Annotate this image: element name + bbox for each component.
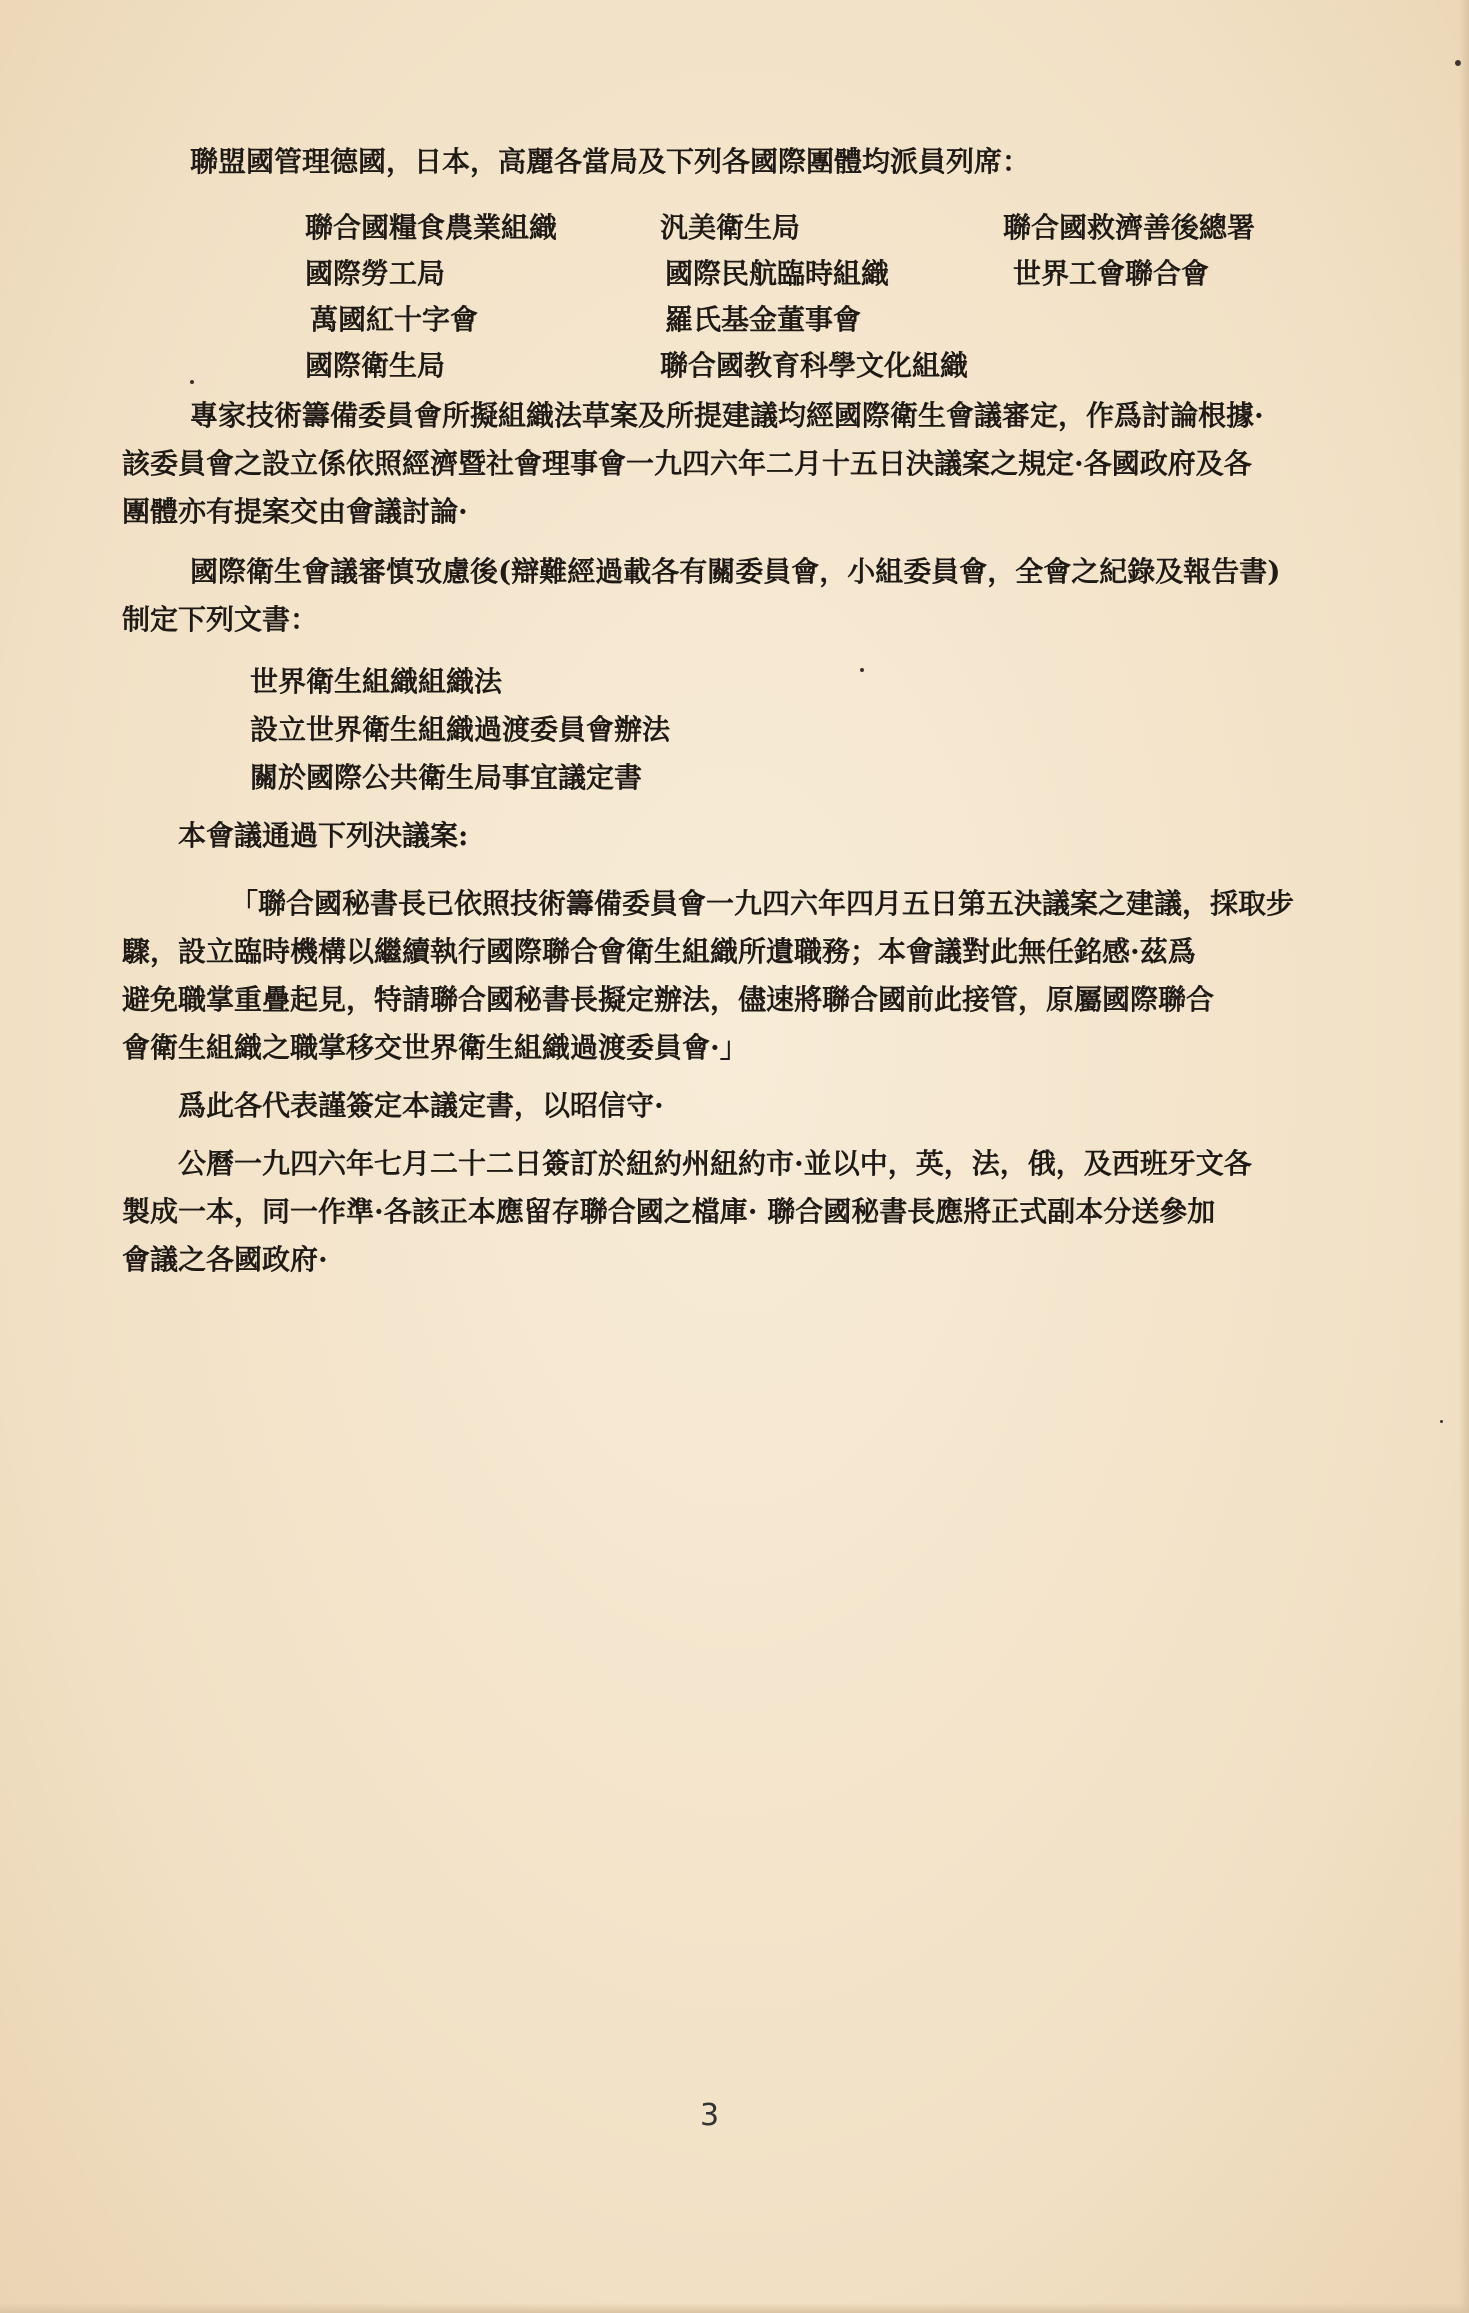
org-item: 世界工會聯合會: [1013, 257, 1210, 290]
org-item: 聯合國教育科學文化組織: [660, 349, 969, 382]
paragraph-line: 該委員會之設立係依照經濟暨社會理事會一九四六年二月十五日決議案之規定·各國政府及各: [122, 447, 1252, 480]
page-number: 3: [700, 2098, 720, 2133]
closing-line: 公曆一九四六年七月二十二日簽訂於紐約州紐約市·並以中，英，法，俄，及西班牙文各: [178, 1147, 1252, 1180]
org-item: 萬國紅十字會: [310, 303, 479, 336]
intro-line: 聯盟國管理德國，日本，高麗各當局及下列各國際團體均派員列席：: [190, 145, 1031, 178]
instrument-item: 設立世界衛生組織過渡委員會辦法: [250, 713, 671, 746]
org-item: 汎美衛生局: [660, 211, 801, 244]
scan-speck: [860, 668, 864, 672]
scan-edge: [0, 2303, 1469, 2313]
closing-line: 製成一本，同一作準·各該正本應留存聯合國之檔庫· 聯合國秘書長應將正式副本分送參加: [122, 1195, 1216, 1228]
org-item: 羅氏基金董事會: [665, 303, 862, 336]
witness-line: 爲此各代表謹簽定本議定書，以昭信守·: [178, 1089, 664, 1122]
resolution-line: 驟，設立臨時機構以繼續執行國際聯合會衛生組織所遺職務；本會議對此無任銘感·茲爲: [122, 935, 1196, 968]
paragraph-line: 制定下列文書：: [122, 603, 319, 636]
paragraph-line: 團體亦有提案交由會議討論·: [122, 495, 468, 528]
paragraph-line: 專家技術籌備委員會所擬組織法草案及所提建議均經國際衛生會議審定，作爲討論根據·: [190, 399, 1264, 432]
scan-speck: [190, 380, 194, 384]
closing-line: 會議之各國政府·: [122, 1243, 328, 1276]
resolution-line: 避免職掌重疊起見，特請聯合國秘書長擬定辦法，儘速將聯合國前此接管，原屬國際聯合: [122, 983, 1215, 1016]
scan-edge: [1459, 0, 1469, 2313]
resolution-intro: 本會議通過下列決議案:: [178, 819, 469, 852]
resolution-line: 會衛生組織之職掌移交世界衛生組織過渡委員會·」: [122, 1031, 748, 1064]
resolution-line: 「聯合國秘書長已依照技術籌備委員會一九四六年四月五日第五決議案之建議，採取步: [230, 887, 1295, 920]
org-item: 國際勞工局: [305, 257, 446, 290]
paragraph-line: 國際衛生會議審慎攷慮後(辯難經過載各有關委員會，小組委員會，全會之紀錄及報告書): [190, 555, 1281, 588]
org-item: 國際民航臨時組織: [665, 257, 890, 290]
instrument-item: 關於國際公共衛生局事宜議定書: [250, 761, 643, 794]
org-item: 聯合國救濟善後總署: [1003, 211, 1256, 244]
scan-speck: [1440, 1420, 1443, 1423]
org-item: 聯合國糧食農業組織: [305, 211, 558, 244]
instrument-item: 世界衛生組織組織法: [250, 665, 503, 698]
org-item: 國際衛生局: [305, 349, 446, 382]
